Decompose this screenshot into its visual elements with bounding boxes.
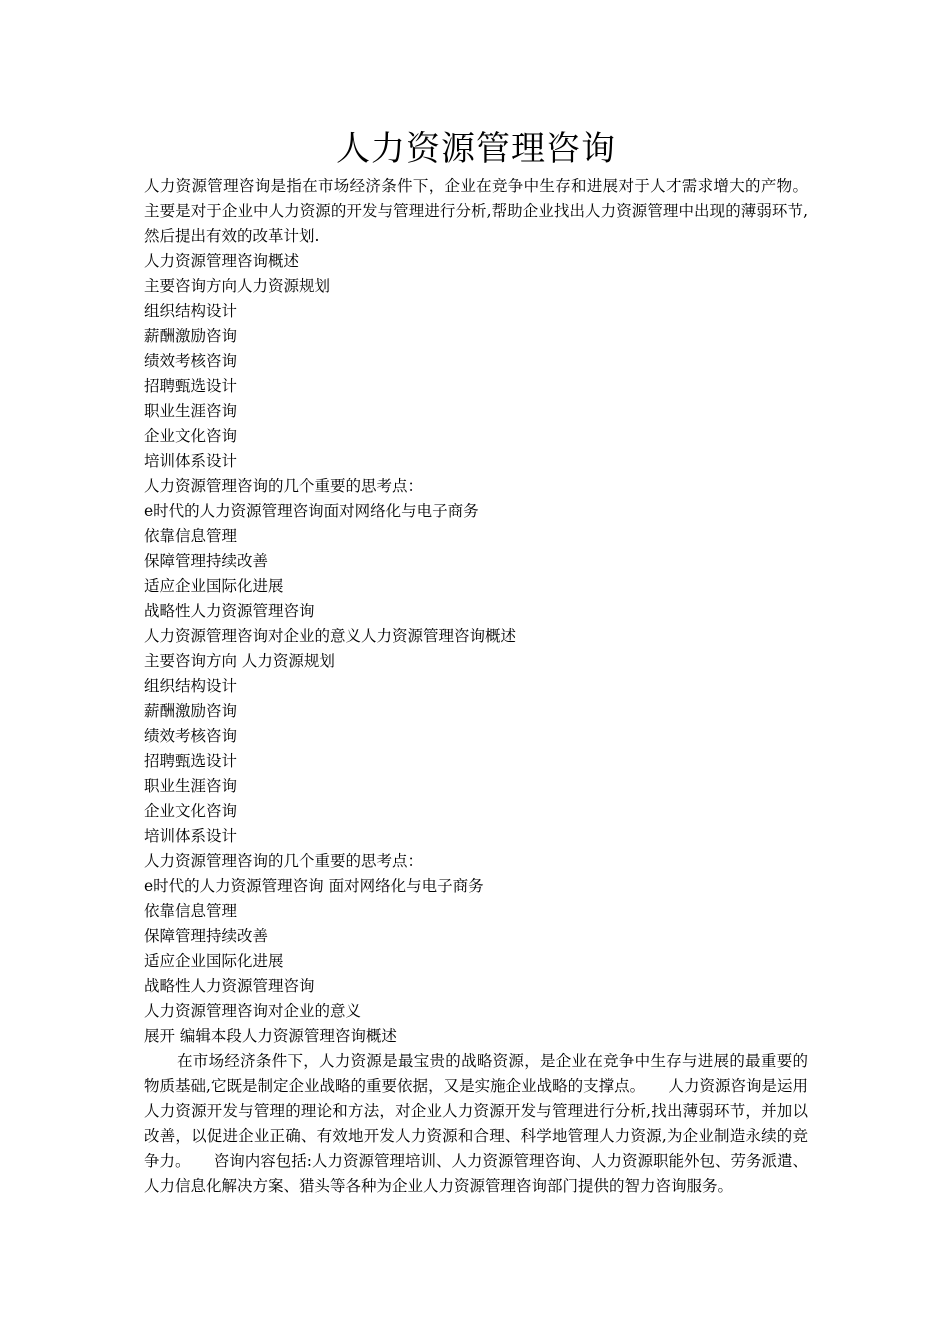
outline-line: 保障管理持续改善	[144, 552, 269, 570]
outline-line: 招聘甄选设计	[144, 377, 238, 395]
outline-list	[144, 249, 808, 1049]
outline-line: 招聘甄选设计	[144, 752, 238, 770]
outline-line: 企业文化咨询	[144, 427, 238, 445]
outline-line: 人力资源管理咨询概述	[144, 252, 300, 270]
document-page	[144, 124, 808, 1199]
outline-line: 绩效考核咨询	[144, 727, 238, 745]
outline-line: 依靠信息管理	[144, 902, 238, 920]
intro-paragraph: 人力资源管理咨询是指在市场经济条件下，企业在竞争中生存和进展对于人才需求增大的产物。主要是对于企业中人力资源的开发与管理进行分析,帮助企业找出人力资源管理中出现的薄弱环节,然后提出有效的改革计划.	[144, 177, 808, 245]
outline-line: 展开 编辑本段人力资源管理咨询概述	[144, 1027, 397, 1045]
outline-line: 人力资源管理咨询的几个重要的思考点：	[144, 477, 424, 495]
outline-line: 培训体系设计	[144, 452, 238, 470]
outline-line: 人力资源管理咨询对企业的意义人力资源管理咨询概述	[144, 627, 517, 645]
outline-line: 组织结构设计	[144, 302, 238, 320]
outline-line: e时代的人力资源管理咨询 面对网络化与电子商务	[144, 877, 484, 895]
outline-line: 职业生涯咨询	[144, 777, 238, 795]
outline-line: 战略性人力资源管理咨询	[144, 602, 315, 620]
outline-line: 薪酬激励咨询	[144, 327, 238, 345]
outline-line: 战略性人力资源管理咨询	[144, 977, 315, 995]
outline-line: 人力资源管理咨询的几个重要的思考点：	[144, 852, 424, 870]
closing-paragraph: 在市场经济条件下，人力资源是最宝贵的战略资源，是企业在竞争中生存与进展的最重要的物质基础,它既是制定企业战略的重要依据，又是实施企业战略的支撑点。 人力资源咨询是运用人力资源开发与管理的理论和方法，对企业人力资源开发与管理进行分析,找出薄弱环节，并加以改善，以促进企业正确、有效地开发人力资源和合理、科学地管理人力资源,为企业制造永续的竞争力。 咨询内容包括:人力资源管理培训、人力资源管理咨询、人力资源职能外包、劳务派遣、人力信息化解决方案、猎头等各种为企业人力资源管理咨询部门提供的智力咨询服务。	[144, 1052, 808, 1195]
outline-line: 主要咨询方向 人力资源规划	[144, 652, 335, 670]
outline-line: e时代的人力资源管理咨询面对网络化与电子商务	[144, 502, 479, 520]
outline-line: 职业生涯咨询	[144, 402, 238, 420]
outline-line: 适应企业国际化进展	[144, 952, 284, 970]
outline-line: 人力资源管理咨询对企业的意义	[144, 1002, 362, 1020]
outline-line: 绩效考核咨询	[144, 352, 238, 370]
outline-line: 依靠信息管理	[144, 527, 238, 545]
document-title: 人力资源管理咨询	[336, 129, 616, 169]
outline-line: 培训体系设计	[144, 827, 238, 845]
outline-line: 薪酬激励咨询	[144, 702, 238, 720]
outline-line: 主要咨询方向人力资源规划	[144, 277, 331, 295]
outline-line: 组织结构设计	[144, 677, 238, 695]
outline-line: 企业文化咨询	[144, 802, 238, 820]
outline-line: 适应企业国际化进展	[144, 577, 284, 595]
outline-line: 保障管理持续改善	[144, 927, 269, 945]
